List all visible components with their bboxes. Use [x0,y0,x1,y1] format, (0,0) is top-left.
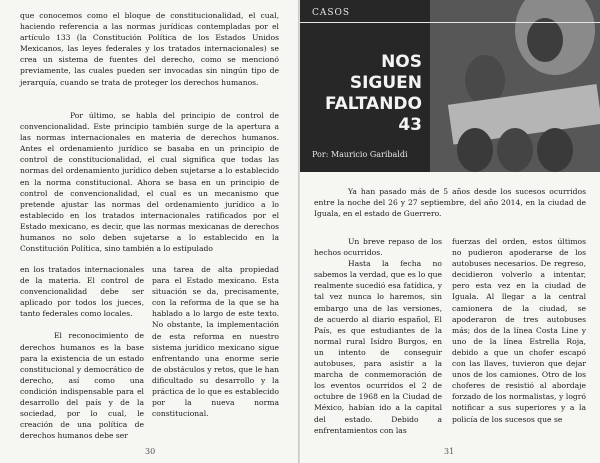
right-column-2 [452,236,586,425]
paragraph-convencionalidad: Por último, se habla del principio de control de convencionalidad. Este principio también surge de la apertura a las normas internacionales en materia de derechos humanos. Antes el ordenamiento jurídico se basaba en un principio de control de constitucionalidad, el cual significa que todas las normas del ordenamiento jurídico deben sujetarse a lo establecido en la norma constitucional. Ahora se basa en un principio de control de convencionalidad, el cual es un mecanismo que pretende ajustar las normas del ordenamiento jurídico a lo establecido en los tratados internacionales ratificados por el Estado mexicano, es decir, que las normas mexicanas de derechos humanos no solo deben sujetarse a lo establecido en la Constitución Política, sino también a lo estipulado [20,111,279,254]
right-column-1 [314,236,442,436]
left-top-paragraph [20,10,279,88]
left-column-1 [20,264,144,441]
left-second-paragraph [20,110,279,254]
paragraph-fuerzas: fuerzas del orden, estos últimos no pudieron apoderarse de los autobuses necesarios. De regreso, decidieron volverlo a intentar, pero esta vez en la ciudad de Iguala. Al llegar a la central camionera de la ciudad, se apoderaron de tres autobuses más; dos de la línea Costa Line y uno de la línea Estrella Roja, debido a que un chofer escapó con las llaves, tuvieron que dejar unos de los camiones. Otro de los choferes de resistió al abordaje forzado de los normalistas, y logró notificar a sus superiores y a la policía de los sucesos que se [452,237,586,424]
intro-paragraph [314,186,586,219]
headline-line-1: NOS SIGUEN [349,52,422,93]
headline-line-2: FALTANDO [324,94,422,114]
paragraph-hasta-la-fecha: Hasta la fecha no sabemos la verdad, que es lo que realmente sucedió esa fatídica, y tal vez nunca lo haremos, sin embargo una de las versiones, de acuerdo al diario español, El País, es que estudiantes de la normal rural Isidro Burgos, en un intento de conseguir autobuses, para asistir a la marcha de conmemoración de los eventos ocurridos el 2 de octubre de 1968 en la Ciudad de México, habían ido a la capital del estado. Debido a enfrentamientos con las [314,259,442,435]
left-page [0,0,299,463]
paragraph-tratados: en los tratados internacionales de la materia. El control de convencionalidad debe ser aplicado por todos los jueces, tanto federales como locales. [20,265,144,319]
hero-photo [300,0,600,172]
section-label: CASOS [312,8,351,18]
article-headline [310,52,422,136]
page-number-right: 31 [444,447,455,456]
paragraph-constitucionalidad: que conocemos como el bloque de constitucionalidad, el cual, haciendo referencia a las normas jurídicas contempladas por el artículo 133 (la Constitución Política de los Estados Unidos Mexicanos, las leyes federales y los tratados internacionales) se crea un sistema de fuentes del derecho, como se mencionó previamente, las cuales pueden ser invocadas sin ningún tipo de jerarquía, cuando se trata de proteger los derechos humanos. [20,11,279,87]
paragraph-reconocimiento: El reconocimiento de derechos humanos es la base para la existencia de un estado constitucional y democrático de derecho, así como una condición indispensable para el desarrollo del país y de la sociedad, por lo cual, le creación de una política de derechos humanos debe ser [20,331,144,441]
left-column-2 [152,264,279,419]
paragraph-intro: Ya han pasado más de 5 años desde los sucesos ocurridos entre la noche del 26 y 27 septiembre, del año 2014, en la ciudad de Iguala, en el estado de Guerrero. [314,187,586,219]
headline-line-3: 43 [398,115,422,135]
section-rule [300,22,600,23]
byline: Por: Mauricio Garibaldi [312,150,408,159]
page-number-left: 30 [145,447,156,456]
right-page [300,0,600,463]
paragraph-tarea: una tarea de alta propiedad para el Estado mexicano. Esta situación se da, precisamente, con la reforma de la que se ha hablado a lo largo de este texto. No obstante, la implementación de esta reforma en nuestro sistema jurídico mexicano sigue enfrentando una enorme serie de obstáculos y retos, que le han dificultado su desarrollo y la práctica de lo que es establecido por la nueva norma constitucional. [152,265,279,419]
paragraph-repaso: Un breve repaso de los hechos ocurridos. [314,237,442,258]
